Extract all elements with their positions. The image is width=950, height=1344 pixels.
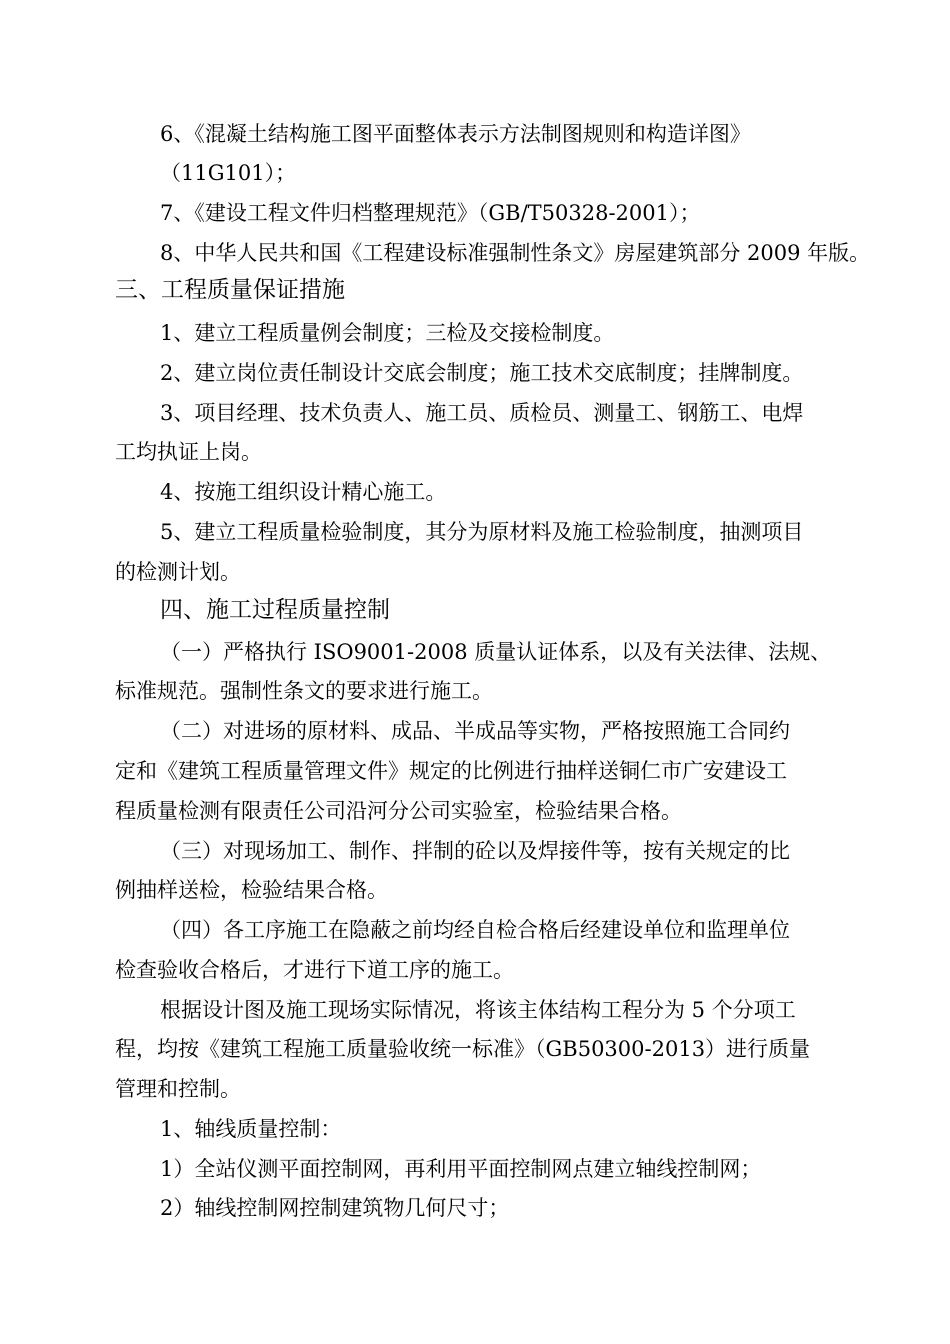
paragraph-3-cont: 例抽样送检，检验结果合格。 (115, 878, 388, 902)
list-item-axis-1: 1）全站仪测平面控制网，再利用平面控制网点建立轴线控制网； (160, 1157, 762, 1181)
list-item-measure-5-cont: 的检测计划。 (115, 560, 241, 584)
list-item-measure-3: 3、项目经理、技术负责人、施工员、质检员、测量工、钢筋工、电焊 (160, 401, 804, 425)
list-item-ref-8: 8、中华人民共和国《工程建设标准强制性条文》房屋建筑部分 2009 年版。 (160, 241, 871, 265)
list-item-measure-2: 2、建立岗位责任制设计交底会制度；施工技术交底制度；挂牌制度。 (160, 361, 804, 385)
list-item-measure-1: 1、建立工程质量例会制度；三检及交接检制度。 (160, 321, 615, 345)
paragraph-1: （一）严格执行 ISO9001-2008 质量认证体系，以及有关法律、法规、 (160, 640, 832, 664)
paragraph-2-cont-1: 定和《建筑工程质量管理文件》规定的比例进行抽样送铜仁市广安建设工 (115, 759, 787, 783)
paragraph-5: 根据设计图及施工现场实际情况，将该主体结构工程分为 5 个分项工 (160, 998, 796, 1022)
paragraph-2-cont-2: 程质量检测有限责任公司沿河分公司实验室，检验结果合格。 (115, 799, 682, 823)
paragraph-2: （二）对进场的原材料、成品、半成品等实物，严格按照施工合同约 (160, 719, 790, 743)
paragraph-1-cont: 标准规范。强制性条文的要求进行施工。 (115, 679, 493, 703)
list-item-ref-6-code: （11G101）； (160, 161, 297, 185)
paragraph-5-cont-2: 管理和控制。 (115, 1077, 241, 1101)
paragraph-4-cont: 检查验收合格后，才进行下道工序的施工。 (115, 958, 514, 982)
paragraph-3: （三）对现场加工、制作、拌制的砼以及焊接件等，按有关规定的比 (160, 839, 790, 863)
list-item-measure-5: 5、建立工程质量检验制度，其分为原材料及施工检验制度，抽测项目 (160, 520, 804, 544)
list-item-ref-6: 6、《混凝土结构施工图平面整体表示方法制图规则和构造详图》 (160, 122, 751, 146)
list-item-measure-3-cont: 工均执证上岗。 (115, 440, 262, 464)
list-item-measure-4: 4、按施工组织设计精心施工。 (160, 480, 447, 504)
list-item-axis-2: 2）轴线控制网控制建筑物几何尺寸； (160, 1196, 510, 1220)
list-item-ref-7: 7、《建设工程文件归档整理规范》（GB/T50328-2001）； (160, 201, 701, 225)
subheading-axis-control: 1、轴线质量控制： (160, 1117, 342, 1141)
paragraph-5-cont-1: 程，均按《建筑工程施工质量验收统一标准》（GB50300-2013）进行质量 (115, 1037, 811, 1061)
section-heading-3: 三、工程质量保证措施 (115, 277, 345, 303)
section-heading-4: 四、施工过程质量控制 (160, 597, 390, 623)
paragraph-4: （四）各工序施工在隐蔽之前均经自检合格后经建设单位和监理单位 (160, 918, 790, 942)
